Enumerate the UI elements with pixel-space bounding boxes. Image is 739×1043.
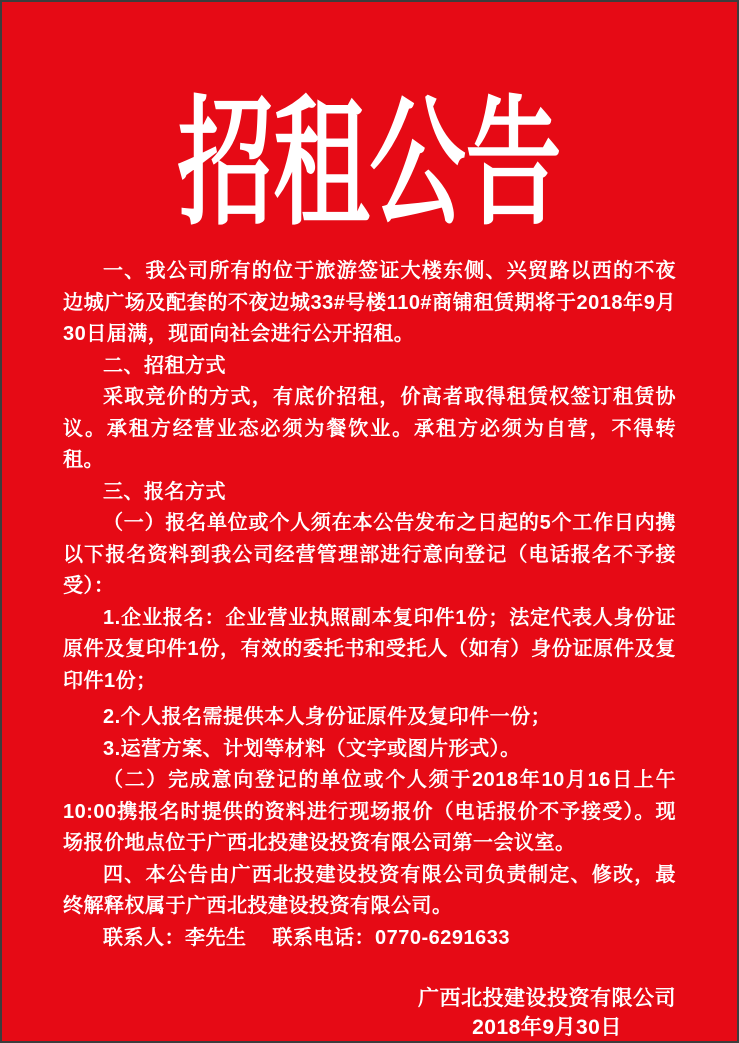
page-title: 招租公告: [177, 86, 562, 242]
announcement-paragraph: （一）报名单位或个人须在本公告发布之日起的5个工作日内携以下报名资料到我公司经营管理部进行意向登记（电话报名不予接受）：: [63, 512, 676, 597]
signature-date: 2018年9月30日: [472, 1016, 622, 1039]
announcement-paragraph: 1.企业报名：企业营业执照副本复印件1份；法定代表人身份证原件及复印件1份，有效的委托书和受托人（如有）身份证原件及复印件1份；: [63, 606, 676, 692]
announcement-paragraph: 采取竞价的方式，有底价招租，价高者取得租赁权签订租赁协议。承租方经营业态必须为餐饮业。承租方必须为自营，不得转租。: [63, 386, 676, 471]
signature-block: [418, 984, 676, 1042]
title-block: [2, 80, 737, 250]
signature-company: 广西北投建设投资有限公司: [418, 987, 676, 1010]
announcement-paragraph: 一、我公司所有的位于旅游签证大楼东侧、兴贸路以西的不夜边城广场及配套的不夜边城33#号楼110#商铺租赁期将于2018年9月30日届满，现面向社会进行公开招租。: [63, 260, 676, 345]
announcement-paragraph: 3.运营方案、计划等材料（文字或图片形式）。: [103, 737, 521, 760]
contact-phone: 0770-6291633: [375, 926, 511, 949]
announcement-paragraph: 2.个人报名需提供本人身份证原件及复印件一份；: [103, 706, 552, 728]
announcement-paragraph: （二）完成意向登记的单位或个人须于2018年10月16日上午10:00携报名时提供的资料进行现场报价（电话报价不予接受）。现场报价地点位于广西北投建设投资有限公司第一会议室。: [63, 769, 676, 854]
section-heading-4: 四、本公告由广西北投建设投资有限公司负责制定、修改，最终解释权属于广西北投建设投资有限公司。: [63, 863, 676, 917]
section-heading-2: 二、招租方式: [103, 354, 226, 377]
contact-line: [63, 923, 676, 955]
contact-person-label: 联系人：: [103, 926, 185, 949]
contact-phone-label: 联系电话：: [272, 926, 375, 949]
contact-person: 李先生: [185, 926, 247, 949]
announcement-body: [2, 256, 737, 954]
section-heading-3: 三、报名方式: [103, 480, 226, 503]
